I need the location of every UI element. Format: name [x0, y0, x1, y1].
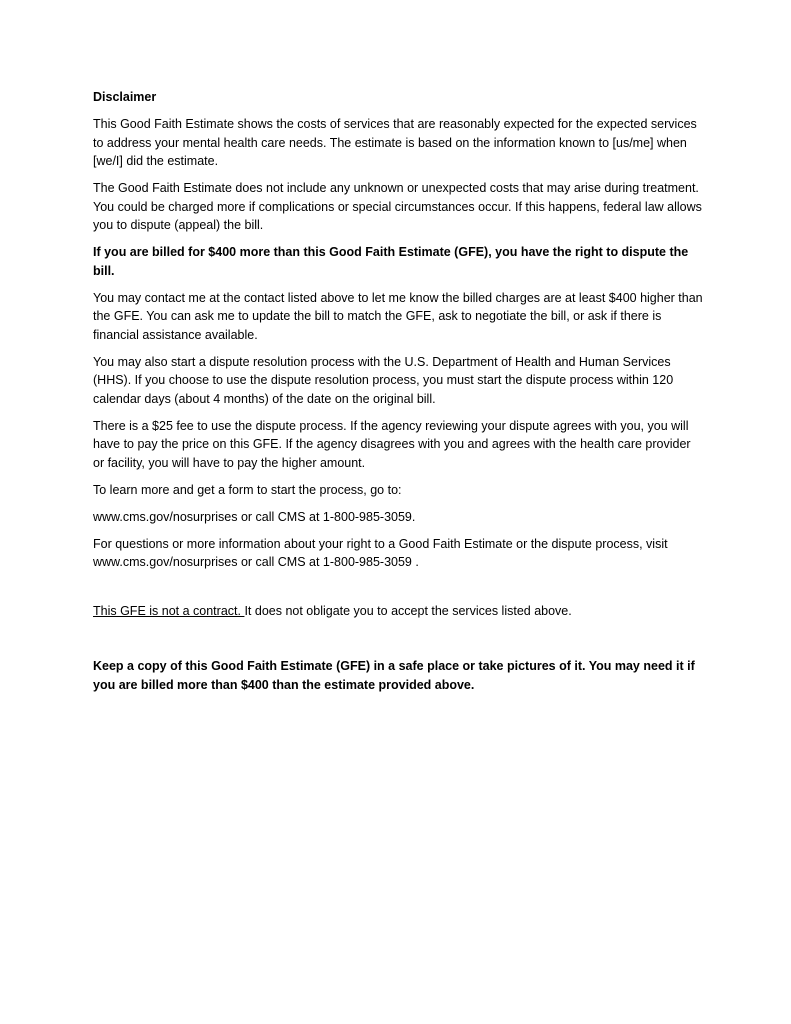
paragraph-estimate-intro: This Good Faith Estimate shows the costs of services that are reasonably expected for the expected services to address your mental health care needs. The estimate is based on the information known to [us/me] when [we/I] did the estimate. [93, 117, 697, 168]
paragraph-keep-copy: Keep a copy of this Good Faith Estimate (GFE) in a safe place or take pictures of it. You may need it if you are billed more than $400 than the estimate provided above. [93, 659, 695, 692]
document-page [93, 88, 705, 703]
paragraph-right-to-dispute: If you are billed for $400 more than this Good Faith Estimate (GFE), you have the right to dispute the bill. [93, 245, 689, 278]
not-contract-rest: It does not obligate you to accept the services listed above. [244, 603, 572, 618]
paragraph-hhs-dispute: You may also start a dispute resolution process with the U.S. Department of Health and Human Services (HHS). If you choose to use the dispute resolution process, you must start the dispute process within 120 calendar days (about 4 months) of the date on the original bill. [93, 354, 674, 406]
disclaimer-heading: Disclaimer [93, 90, 157, 104]
paragraph-dispute-fee: There is a $25 fee to use the dispute process. If the agency reviewing your dispute agrees with you, you will have to pay the price on this GFE. If the agency disagrees with you and agrees with the health care provider or facility, you will have to pay the higher amount. [93, 418, 691, 470]
paragraph-questions: For questions or more information about your right to a Good Faith Estimate or the dispute process, visit www.cms.gov/nosurprises or call CMS at 1-800-985-3059 . [93, 536, 668, 569]
paragraph-cms-contact: www.cms.gov/nosurprises or call CMS at 1-800-985-3059. [93, 509, 416, 524]
paragraph-contact-provider: You may contact me at the contact listed above to let me know the billed charges are at least $400 higher than the GFE. You can ask me to update the bill to match the GFE, ask to negotiate the bill, or ask if there is financial assistance available. [93, 290, 703, 342]
not-contract-underlined: This GFE is not a contract. [93, 603, 245, 618]
paragraph-learn-more: To learn more and get a form to start the process, go to: [93, 482, 402, 497]
paragraph-not-contract [93, 602, 705, 621]
paragraph-unknown-costs: The Good Faith Estimate does not include any unknown or unexpected costs that may arise during treatment. You could be charged more if complications or special circumstances occur. If this happens, federal law allows you to dispute (appeal) the bill. [93, 181, 702, 232]
